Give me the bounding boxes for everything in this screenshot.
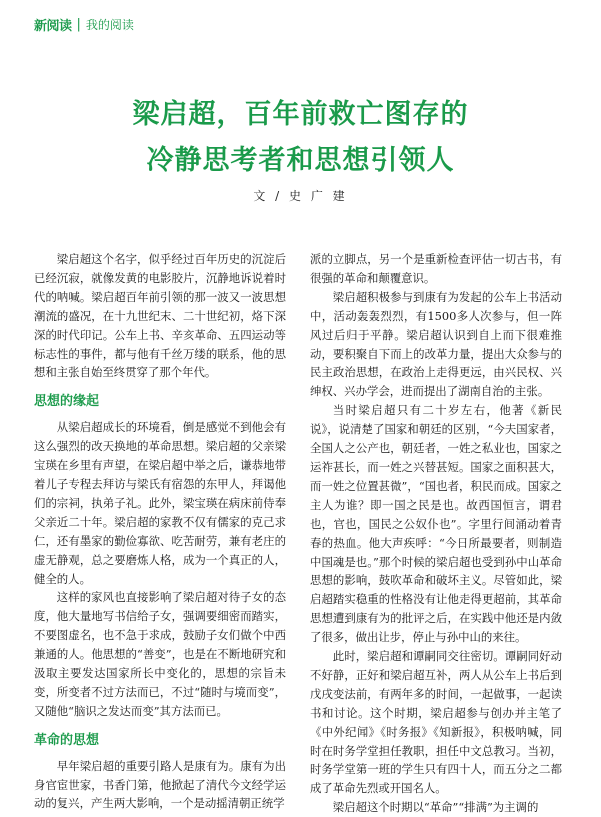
body-paragraph: 这样的家风也直接影响了梁启超对待子女的态度，他大量地写书信给子女，强调要细密而踏实，不要图虚名，也不急于求成，鼓励子女们做个中西兼通的人。他思想的“善变”，也是在不断地研究和汲取主要发达国家所长中变化的，思想的宗旨未变，所变者不过方法而已，不过“随时与境而变”，又随他“脑识之发达而变”其方法而已。 (34, 590, 286, 718)
page-header (34, 14, 134, 34)
title-line-2: 冷静思考者和思想引领人 (146, 145, 455, 176)
body-paragraph: 梁启超这个名字，似乎经过百年历史的沉淀后已经沉寂，就像发黄的电影胶片，沉静地诉说着时代的呐喊。梁启超百年前引领的那一波又一波思想潮流的盛况，在十九世纪末、二十世纪初，烙下深深的时代印记。公车上书、辛亥革命、五四运动等标志性的事件，都与他有千丝万缕的联系，他的思想和主张自始至终贯穿了那个年代。 (34, 252, 286, 380)
body-paragraph: 从梁启超成长的环境看，倒是感觉不到他会有这么强烈的改天换地的革命思想。梁启超的父亲梁宝瑛在乡里有声望，在梁启超中举之后，谦恭地带着儿子专程去拜访与梁氏有宿怨的东甲人，拜谒他们的宗祠，执弟子礼。此外，梁宝瑛在病床前侍奉父亲近二十年。梁启超的家教不仅有儒家的克己求仁，还有墨家的勤俭寡欲、吃苦耐劳，兼有老庄的虚无静观，总之要磨炼人格，成为一个真正的人，健全的人。 (34, 420, 286, 586)
section-heading: 革命的思想 (34, 732, 100, 748)
right-column (310, 250, 562, 817)
body-paragraph: 当时梁启超只有二十岁左右，他著《新民说》，说清楚了国家和朝廷的区别，“今夫国家者，全国人之公产也，朝廷者，一姓之私业也，国家之运祚甚长，而一姓之兴替甚短。国家之面积甚大，而一姓之位置甚微”，“国也者，积民而成。国家之主人为谁？即一国之民是也。故西国恒言，谓君也，官也，国民之公奴仆也”。字里行间涌动着青春的热血。他大声疾呼：“今日所最要者，则制造中国魂是也。”那个时候的梁启超也受到孙中山革命思想的影响，鼓吹革命和破坏主义。尽管如此，梁启超踏实稳重的性格没有让他走得更超前，其革命思想遭到康有为的批评之后，在实践中他还是内敛了很多，做出让步，停止与孙中山的来往。 (310, 403, 562, 645)
section-label: 我的阅读 (85, 17, 134, 32)
title-line-1: 梁启超，百年前救亡图存的 (132, 99, 469, 130)
body-paragraph: 梁启超这个时期以“革命”“排满”为主调的 (332, 800, 539, 815)
header-divider: | (76, 16, 81, 32)
body-paragraph: 梁启超积极参与到康有为发起的公车上书活动中，活动轰轰烈烈，有1500多人次参与，但一阵风过后归于平静。梁启超认识到自上而下很难推动，要积聚自下而上的改革力量，提出大众参与的民主政治思想，在政治上走得更远，由兴民权、兴绅权、兴办学会，进而提出了湖南自治的主张。 (310, 289, 562, 399)
body-paragraph: 此时，梁启超和谭嗣同交往密切。谭嗣同好动不好静，正好和梁启超互补，两人从公车上书后到戊戌变法前，有两年多的时间，一起做事，一起读书和讨论。这个时期，梁启超参与创办并主笔了《中外纪闻》《时务报》《知新报》，积极呐喊，同时在时务学堂担任教职，担任中文总教习。当初，时务学堂第一班的学生只有四十人，而五分之二都成了革命先烈或开国名人。 (310, 649, 562, 796)
article-title (0, 92, 601, 184)
magazine-logo: 新阅读 (34, 18, 72, 34)
left-column (34, 250, 286, 813)
body-paragraph: 早年梁启超的重要引路人是康有为。康有为出身官宦世家，书香门第，他掀起了清代今文经学运动的复兴，产生两大影响，一个是动摇清朝正统学 (34, 758, 286, 811)
body-paragraph: 派的立脚点，另一个是重新检查评估一切古书，有很强的革命和颠覆意识。 (310, 252, 562, 285)
section-heading: 思想的缘起 (34, 394, 100, 410)
author-byline: 文 / 史 广 建 (253, 189, 348, 203)
